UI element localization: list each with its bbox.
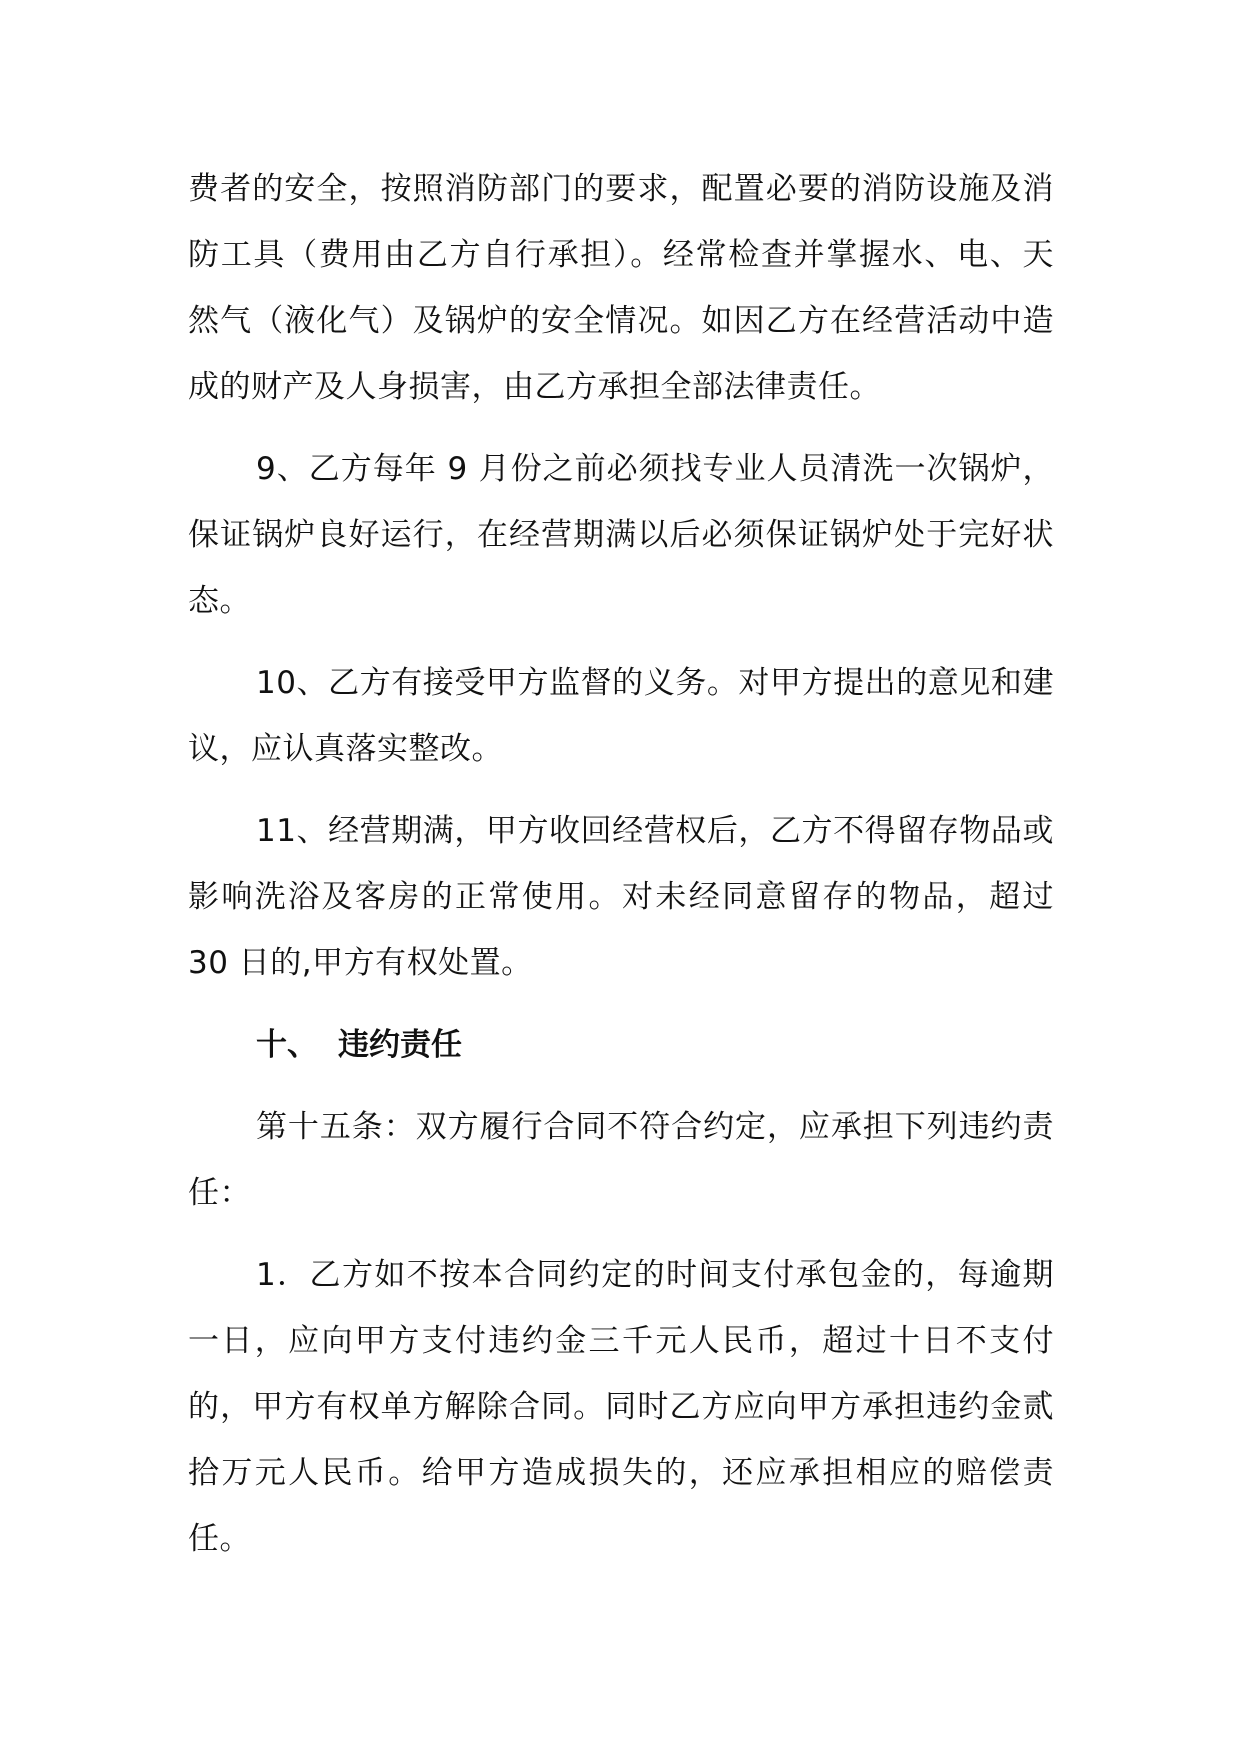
- paragraph-item-10: 10、乙方有接受甲方监督的义务。对甲方提出的意见和建议，应认真落实整改。: [188, 665, 1054, 767]
- document-body: [188, 156, 1054, 1572]
- paragraph-item-9: 9、乙方每年 9 月份之前必须找专业人员清洗一次锅炉，保证锅炉良好运行，在经营期满以后必须保证锅炉处于完好状态。: [188, 451, 1054, 619]
- paragraph-clause-1: 1．乙方如不按本合同约定的时间支付承包金的，每逾期一日，应向甲方支付违约金三千元人民币，超过十日不支付的，甲方有权单方解除合同。同时乙方应向甲方承担违约金贰拾万元人民币。给甲方造成损失的，还应承担相应的赔偿责任。: [188, 1257, 1054, 1557]
- section-heading: [188, 1012, 1054, 1078]
- paragraph-safety-continued: 费者的安全，按照消防部门的要求，配置必要的消防设施及消防工具（费用由乙方自行承担）。经常检查并掌握水、电、天然气（液化气）及锅炉的安全情况。如因乙方在经营活动中造成的财产及人身损害，由乙方承担全部法律责任。: [188, 171, 1054, 405]
- section-heading-number: 十、: [256, 1027, 318, 1063]
- paragraph-item-11: 11、经营期满，甲方收回经营权后，乙方不得留存物品或影响洗浴及客房的正常使用。对未经同意留存的物品，超过 30 日的,甲方有权处置。: [188, 813, 1054, 981]
- paragraph-article-15: 第十五条：双方履行合同不符合约定，应承担下列违约责任：: [188, 1109, 1054, 1211]
- section-heading-title: 违约责任: [338, 1027, 462, 1063]
